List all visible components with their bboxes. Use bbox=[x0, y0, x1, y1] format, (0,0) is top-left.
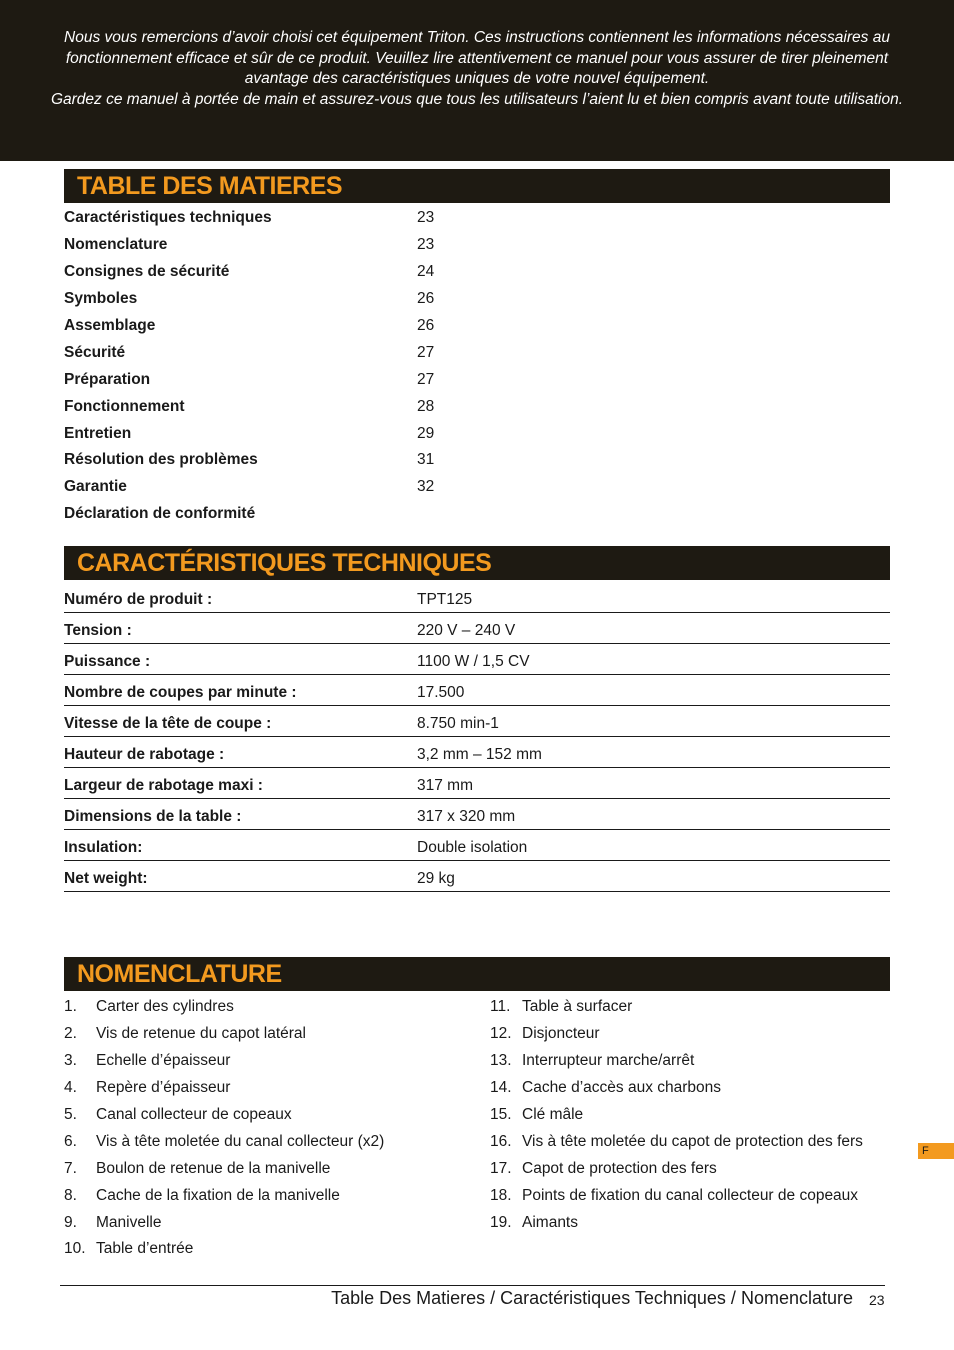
spec-value: 317 mm bbox=[417, 777, 473, 794]
toc-entry bbox=[64, 286, 890, 313]
specs-table bbox=[64, 582, 890, 892]
nomenclature-item-number: 13. bbox=[490, 1052, 512, 1070]
nomenclature-item-number: 7. bbox=[64, 1159, 77, 1177]
nomenclature-item-number: 12. bbox=[490, 1025, 512, 1043]
language-tab: F bbox=[918, 1143, 954, 1159]
spec-value: 1100 W / 1,5 CV bbox=[417, 653, 530, 670]
spec-value: 17.500 bbox=[417, 684, 465, 701]
spec-label: Nombre de coupes par minute : bbox=[64, 684, 297, 701]
toc-entry-label: Caractéristiques techniques bbox=[64, 209, 272, 227]
toc-entry-label: Déclaration de conformité bbox=[64, 505, 256, 523]
nomenclature-item-number: 4. bbox=[64, 1079, 77, 1097]
nomenclature-item-text: Aimants bbox=[522, 1213, 578, 1231]
nomenclature-item-number: 5. bbox=[64, 1106, 77, 1123]
spec-value: Double isolation bbox=[417, 839, 528, 856]
nomenclature-item-number: 8. bbox=[64, 1186, 77, 1204]
spec-row bbox=[64, 768, 890, 799]
toc-entry-label: Fonctionnement bbox=[64, 397, 185, 415]
toc-entry bbox=[64, 447, 890, 474]
nomenclature-heading: NOMENCLATURE bbox=[64, 957, 890, 991]
nomenclature-item bbox=[490, 1128, 890, 1155]
spec-label: Puissance : bbox=[64, 653, 151, 670]
toc-entry bbox=[64, 205, 890, 232]
toc-entry-label: Entretien bbox=[64, 424, 132, 442]
nomenclature-item bbox=[64, 1048, 484, 1075]
nomenclature-item bbox=[490, 994, 890, 1021]
spec-value: 3,2 mm – 152 mm bbox=[417, 746, 542, 763]
nomenclature-item-number: 11. bbox=[490, 998, 511, 1016]
nomenclature-item-number: 14. bbox=[490, 1079, 512, 1097]
toc-entry-page: 27 bbox=[417, 343, 435, 361]
specs-heading: CARACTÉRISTIQUES TECHNIQUES bbox=[64, 546, 890, 580]
footer-divider bbox=[60, 1285, 885, 1286]
toc-entry bbox=[64, 474, 890, 501]
nomenclature-item bbox=[64, 1102, 484, 1129]
toc-entry-page: 29 bbox=[417, 424, 435, 442]
nomenclature-item-text: Table d’entrée bbox=[96, 1240, 194, 1258]
nomenclature-item bbox=[64, 1209, 484, 1236]
toc-entry-label: Nomenclature bbox=[64, 236, 168, 254]
table-of-contents bbox=[64, 205, 890, 528]
spec-value: 29 kg bbox=[417, 870, 455, 887]
nomenclature-item-number: 2. bbox=[64, 1025, 77, 1043]
nomenclature-item-text: Vis de retenue du capot latéral bbox=[96, 1025, 306, 1043]
toc-entry-label: Consignes de sécurité bbox=[64, 263, 230, 281]
toc-entry bbox=[64, 259, 890, 286]
toc-entry bbox=[64, 366, 890, 393]
nomenclature-item-number: 18. bbox=[490, 1186, 512, 1204]
nomenclature-item-text: Boulon de retenue de la manivelle bbox=[96, 1159, 331, 1177]
intro-note: Gardez ce manuel à portée de main et assurez-vous que tous les utilisateurs l’aient lu et bien compris avant toute utilisation. bbox=[50, 90, 904, 108]
toc-entry bbox=[64, 339, 890, 366]
toc-entry-label: Sécurité bbox=[64, 343, 126, 361]
nomenclature-item bbox=[64, 1182, 484, 1209]
toc-entry-page: 23 bbox=[417, 236, 435, 254]
nomenclature-item bbox=[490, 1048, 890, 1075]
toc-entry-label: Préparation bbox=[64, 370, 151, 388]
spec-label: Largeur de rabotage maxi : bbox=[64, 777, 263, 794]
nomenclature-item-text: Echelle d’épaisseur bbox=[96, 1052, 231, 1070]
intro-paragraph: Nous vous remercions d’avoir choisi cet équipement Triton. Ces instructions contiennent les informations nécessaires au fonctionnement efficace et sûr de ce produit. Veuillez lire attentivement ce manuel pour vous assurer de tirer pleinement avantage des caractéristiques uniques de votre nouvel équipement. bbox=[64, 29, 890, 87]
footer-title: Table Des Matieres / Caractéristiques Techniques / Nomenclature bbox=[331, 1288, 853, 1308]
nomenclature-item-text: Cache de la fixation de la manivelle bbox=[96, 1186, 340, 1204]
toc-entry bbox=[64, 393, 890, 420]
spec-value: TPT125 bbox=[417, 591, 473, 608]
spec-value: 220 V – 240 V bbox=[417, 622, 516, 639]
nomenclature-list-left bbox=[64, 994, 484, 1263]
spec-row bbox=[64, 737, 890, 768]
spec-label: Numéro de produit : bbox=[64, 591, 213, 608]
nomenclature-item-number: 10. bbox=[64, 1240, 86, 1258]
nomenclature-item-text: Capot de protection des fers bbox=[522, 1159, 717, 1177]
nomenclature-item bbox=[64, 1075, 484, 1102]
toc-entry-page: 32 bbox=[417, 478, 435, 496]
spec-row bbox=[64, 613, 890, 644]
nomenclature-item bbox=[64, 1155, 484, 1182]
nomenclature-item-text: Cache d’accès aux charbons bbox=[522, 1079, 722, 1097]
spec-value: 317 x 320 mm bbox=[417, 808, 516, 825]
toc-entry-page: 31 bbox=[417, 451, 435, 469]
spec-label: Tension : bbox=[64, 622, 132, 639]
spec-row bbox=[64, 644, 890, 675]
nomenclature-item-number: 9. bbox=[64, 1213, 77, 1231]
nomenclature-item bbox=[490, 1182, 890, 1209]
toc-entry-label: Assemblage bbox=[64, 317, 156, 334]
nomenclature-item bbox=[490, 1075, 890, 1102]
nomenclature-item-number: 16. bbox=[490, 1132, 512, 1150]
spec-row bbox=[64, 706, 890, 737]
toc-entry bbox=[64, 420, 890, 447]
nomenclature-list-right bbox=[490, 994, 890, 1236]
intro-banner bbox=[0, 0, 954, 161]
toc-entry-page: 26 bbox=[417, 317, 435, 334]
spec-label: Net weight: bbox=[64, 870, 148, 887]
nomenclature-item-number: 1. bbox=[64, 998, 77, 1016]
page-number: 23 bbox=[869, 1292, 885, 1308]
spec-label: Vitesse de la tête de coupe : bbox=[64, 715, 272, 732]
toc-entry-label: Résolution des problèmes bbox=[64, 451, 258, 469]
nomenclature-item bbox=[64, 994, 484, 1021]
spec-row bbox=[64, 799, 890, 830]
toc-entry-page: 24 bbox=[417, 263, 435, 281]
spec-row bbox=[64, 861, 890, 892]
spec-row bbox=[64, 675, 890, 706]
nomenclature-item-number: 19. bbox=[490, 1213, 512, 1231]
nomenclature-item bbox=[64, 1236, 484, 1263]
toc-entry-page: 28 bbox=[417, 397, 435, 415]
nomenclature-item-text: Clé mâle bbox=[522, 1106, 584, 1123]
nomenclature-item bbox=[64, 1021, 484, 1048]
toc-entry-label: Symboles bbox=[64, 290, 138, 308]
nomenclature-item-number: 6. bbox=[64, 1132, 77, 1150]
spec-label: Dimensions de la table : bbox=[64, 808, 242, 825]
toc-entry-page: 23 bbox=[417, 209, 435, 227]
nomenclature-item bbox=[490, 1209, 890, 1236]
nomenclature-item-number: 3. bbox=[64, 1052, 77, 1070]
spec-row bbox=[64, 582, 890, 613]
nomenclature-item bbox=[490, 1155, 890, 1182]
nomenclature-item-text: Canal collecteur de copeaux bbox=[96, 1106, 292, 1123]
spec-row bbox=[64, 830, 890, 861]
spec-label: Hauteur de rabotage : bbox=[64, 746, 225, 763]
nomenclature-item-text: Vis à tête moletée du canal collecteur (x2) bbox=[96, 1132, 385, 1150]
toc-entry-page: 26 bbox=[417, 290, 435, 308]
nomenclature-item-text: Repère d’épaisseur bbox=[96, 1079, 231, 1097]
nomenclature-item bbox=[490, 1021, 890, 1048]
spec-label: Insulation: bbox=[64, 839, 143, 856]
nomenclature-item-number: 15. bbox=[490, 1106, 512, 1123]
nomenclature-item-text: Interrupteur marche/arrêt bbox=[522, 1052, 695, 1070]
toc-heading: TABLE DES MATIERES bbox=[64, 169, 890, 203]
nomenclature-item-text: Disjoncteur bbox=[522, 1025, 600, 1043]
toc-entry-label: Garantie bbox=[64, 478, 127, 496]
nomenclature-item-number: 17. bbox=[490, 1159, 512, 1177]
nomenclature-item-text: Manivelle bbox=[96, 1213, 162, 1231]
toc-entry bbox=[64, 313, 890, 340]
spec-value: 8.750 min-1 bbox=[417, 715, 499, 732]
toc-entry bbox=[64, 501, 890, 528]
nomenclature-item bbox=[490, 1102, 890, 1129]
nomenclature-item-text: Carter des cylindres bbox=[96, 998, 234, 1016]
toc-entry-page: 27 bbox=[417, 370, 435, 388]
nomenclature-item-text: Vis à tête moletée du capot de protection des fers bbox=[522, 1132, 863, 1150]
nomenclature-item bbox=[64, 1128, 484, 1155]
nomenclature-item-text: Table à surfacer bbox=[522, 998, 633, 1016]
nomenclature-item-text: Points de fixation du canal collecteur de copeaux bbox=[522, 1186, 859, 1204]
toc-entry bbox=[64, 232, 890, 259]
